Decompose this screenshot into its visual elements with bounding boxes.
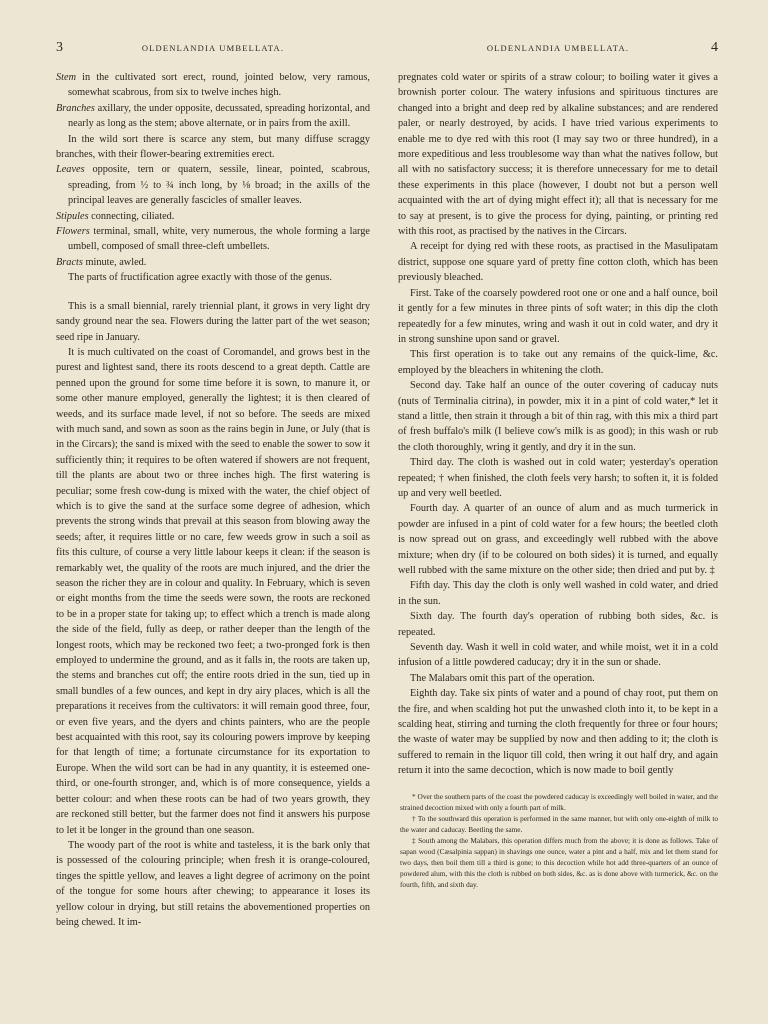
footnotes: [398, 791, 718, 891]
body-paragraph: Fourth day. A quarter of an ounce of alum and as much turmerick in powder are infused in a pint of cold water for a few hours; the beetled cloth is now spread out on grass, and exceedingly well rubbed with the above mixture; when dry (if to be coloured on both sides) it is turned, and equally well rubbed with the same mixture on the other side; then dried and put by. ‡: [398, 503, 718, 576]
body-paragraph: pregnates cold water or spirits of a straw colour; to boiling water it gives a brownish porter colour. The watery infusions and spirituous tinctures are changed into a bright and deep red by alkaline substances; and are rendered paler, or nearly destroyed, by acids. I have tried various experiments to enable me to dye red with this root (I may say two or three hundred), in a more expeditious and less troublesome way than what the natives follow, but all with no satisfactory success; it is therefore unnecessary for me to detail these experiments in this place (however, I doubt not but a person well acquainted with the art of dying might effect it); all that is necessary for me to say at present, is to give the process for dying, painting, or printing red with this root, as practised by the natives in the Circars.: [398, 72, 718, 238]
description-leaves: [56, 162, 370, 208]
term-text: connecting, ciliated.: [88, 210, 175, 222]
body-paragraph: Fifth day. This day the cloth is only well washed in cold water, and dried in the sun.: [398, 580, 718, 607]
body-paragraph: The Malabars omit this part of the operation.: [410, 672, 595, 684]
footnote: † To the southward this operation is performed in the same manner, but with only one-eighth of milk to the water and caducay. Beetling the same.: [400, 813, 718, 834]
description-branches: [56, 101, 370, 132]
description-stipules: [56, 209, 370, 224]
term-text: minute, awled.: [82, 256, 147, 268]
body-paragraph: Third day. The cloth is washed out in cold water; yesterday's operation repeated; † when finished, the cloth feels very harsh; to soften it, it is folded up and very well beetled.: [398, 457, 718, 499]
body-paragraph: The woody part of the root is white and tasteless, it is the bark only that is possessed of the colouring principle; when fresh it is orange-coloured, tinges the spittle yellow, and leaves a light degree of acrimony on the point of the tongue for some hours after chewing; to appearance it loses its yellow colour in drying, but still retains the abovementioned properties on being chewed. It im-: [56, 839, 370, 928]
term-label: Leaves: [56, 164, 85, 176]
body-paragraph: Seventh day. Wash it well in cold water, and while moist, wet it in a cold infusion of a little powdered caducay; dry it in the sun or shade.: [398, 642, 718, 669]
body-paragraph: Second day. Take half an ounce of the outer covering of caducay nuts (nuts of Terminalia citrina), in powder, mix it in a pint of cold water,* let it stand a little, then strain it through a bit of thin rag, with this mix a third part of fresh buffalo's milk (I believe cow's milk is as good); in this wash or rub the cloth thoroughly, wring it gently, and dry it in the sun.: [398, 380, 718, 453]
body-paragraph: First. Take of the coarsely powdered root one or one and a half ounce, boil it gently for a few minutes in three pints of soft water; in this dip the cloth repeatedly for a few minutes, wring and wash it out in cold water, and dry it in strong sunshine upon sand or gravel.: [398, 287, 718, 345]
footnote: ‡ South among the Malabars, this operation differs much from the above; it is done as follows. Take of sapan wood (Cæsalpinia sappan) in shavings one ounce, water a pint and a half, mix and let them stand for two days, then boil them till a third is gone; to this decoction while hot add three-quarters of an ounce of powdered alum, with this the cloth is rubbed on both sides, &c. as is done above with turmerick, &c. on the fourth, fifth, and sixth day.: [400, 836, 718, 890]
term-text: opposite, tern or quatern, sessile, linear, pointed, scabrous, spreading, from ½ to ¾ inch long, by ⅛ broad; in the axills of the principal leaves are generally fascicles of smaller leaves.: [68, 164, 370, 207]
term-text: in the cultivated sort erect, round, jointed below, very ramous, somewhat scabrous, from six to twelve inches high.: [68, 72, 370, 99]
footnote: * Over the southern parts of the coast the powdered caducay is exceedingly well boiled in water, and the strained decoction mixed with only a fourth part of milk.: [400, 791, 718, 812]
description-flowers: [56, 224, 370, 255]
term-label: Branches: [56, 102, 95, 114]
description-wild-sort: In the wild sort there is scarce any stem, but many diffuse scraggy branches, with their flower-bearing extremities erect.: [56, 133, 370, 161]
body-paragraph: Eighth day. Take six pints of water and a pound of chay root, put them on the fire, and when scalding hot put the unwashed cloth into it, to be kept in a scalding heat, stirring and turning the cloth frequently for three or four hours; the waste of water may be supplied by now and then adding to it; the cloth is suffered to remain in the liquor till cold, then wring it out half dry, and again return it into the same decoction, which is now made to boil gently: [398, 688, 718, 777]
right-page: [384, 0, 768, 1024]
running-title: OLDENLANDIA UMBELLATA.: [141, 43, 285, 53]
description-fructification: The parts of fructification agree exactly with those of the genus.: [68, 272, 332, 284]
body-paragraph: Sixth day. The fourth day's operation of rubbing both sides, &c. is repeated.: [398, 611, 718, 638]
page-number: 3: [56, 40, 63, 55]
term-label: Stem: [56, 72, 77, 83]
term-text: terminal, small, white, very numerous, the whole forming a large umbell, composed of small three-cleft umbellets.: [68, 226, 370, 253]
term-text: axillary, the under opposite, decussated, spreading horizontal, and nearly as long as the stem; above alternate, or in pairs from the axill.: [68, 102, 370, 130]
page-number: 4: [711, 40, 718, 55]
body-paragraph: This is a small biennial, rarely triennial plant, it grows in very light dry sandy ground near the sea. Flowers during the latter part of the wet season; seed ripe in January.: [56, 300, 370, 343]
term-label: Bracts: [56, 256, 83, 268]
description-bracts: [56, 255, 370, 270]
running-header-right: [398, 40, 718, 58]
description-stem: [56, 70, 370, 101]
body-paragraph: This first operation is to take out any remains of the quick-lime, &c. employed by the bleachers in whitening the cloth.: [398, 349, 718, 376]
term-label: Flowers: [56, 226, 90, 238]
body-paragraph: A receipt for dying red with these roots, as practised in the Masulipatam district, suppose one square yard of pretty fine cotton cloth, which has been previously bleached.: [398, 241, 718, 284]
running-title: OLDENLANDIA UMBELLATA.: [486, 43, 630, 53]
body-paragraph: It is much cultivated on the coast of Coromandel, and grows best in the purest and lightest sand, there its roots descend to a great depth. Cattle are penned upon the ground for some time before it is sown, to manure it, or some other manure employed, generally the lightest; it is then cleared of weeds, and its surface made level, if not so before. The seeds are mixed with much sand, and sown as soon as the rains begin in June, or July (that is in the Circars); the sand is mixed with the seed to enable the sower to sow it sufficiently thin; it requires to be often watered if showers are not frequent, till the plants are about two or three inches high. The first watering is peculiar; some fresh cow-dung is mixed with the water, the chief object of which is to give the sand at the surface some degree of adhesion, which prevents the strong winds that prevail at this season from blowing away the seeds; after, it requires little or no care, few weeds grow in such a soil as fits this culture, of course a very little labour keeps it clean: if the season is remarkably wet, the quality of the roots are much injured, and the drier the season the richer they are in colour and quality. In February, which is seven or eight months from the time the seeds were sown, the roots are reckoned to be in a proper state for taking up; to effect which a trench is made along the side of the field, fully as deep, or rather deeper than the length of the longest roots, which may be reckoned two feet; a two-pronged fork is then employed to undermine the ground, and as it falls in, the roots are taken up, the stems and branches cut off; the entire roots dried in the sun, tied up in small bundles of a few ounces, and kept in dry airy places, which is all the preparations it receives from the cultivators: it will remain good three, four, or even five years, and the dyers and chints painters, who are the people best acquainted with this root, say its colouring powers improve by keeping for that length of time; a fortunate circumstance for its exportation to Europe. When the wild sort can be had in any quantity, it is esteemed one-third, or one-fourth stronger, and, which is of more consequence, yields a better colour: and when these roots can be had of two years growth, they are reckoned still better, but the farmer does not find it answers his purpose to let it be longer in the ground than one season.: [56, 346, 370, 836]
running-header-left: [56, 40, 370, 58]
term-label: Stipules: [56, 210, 89, 222]
